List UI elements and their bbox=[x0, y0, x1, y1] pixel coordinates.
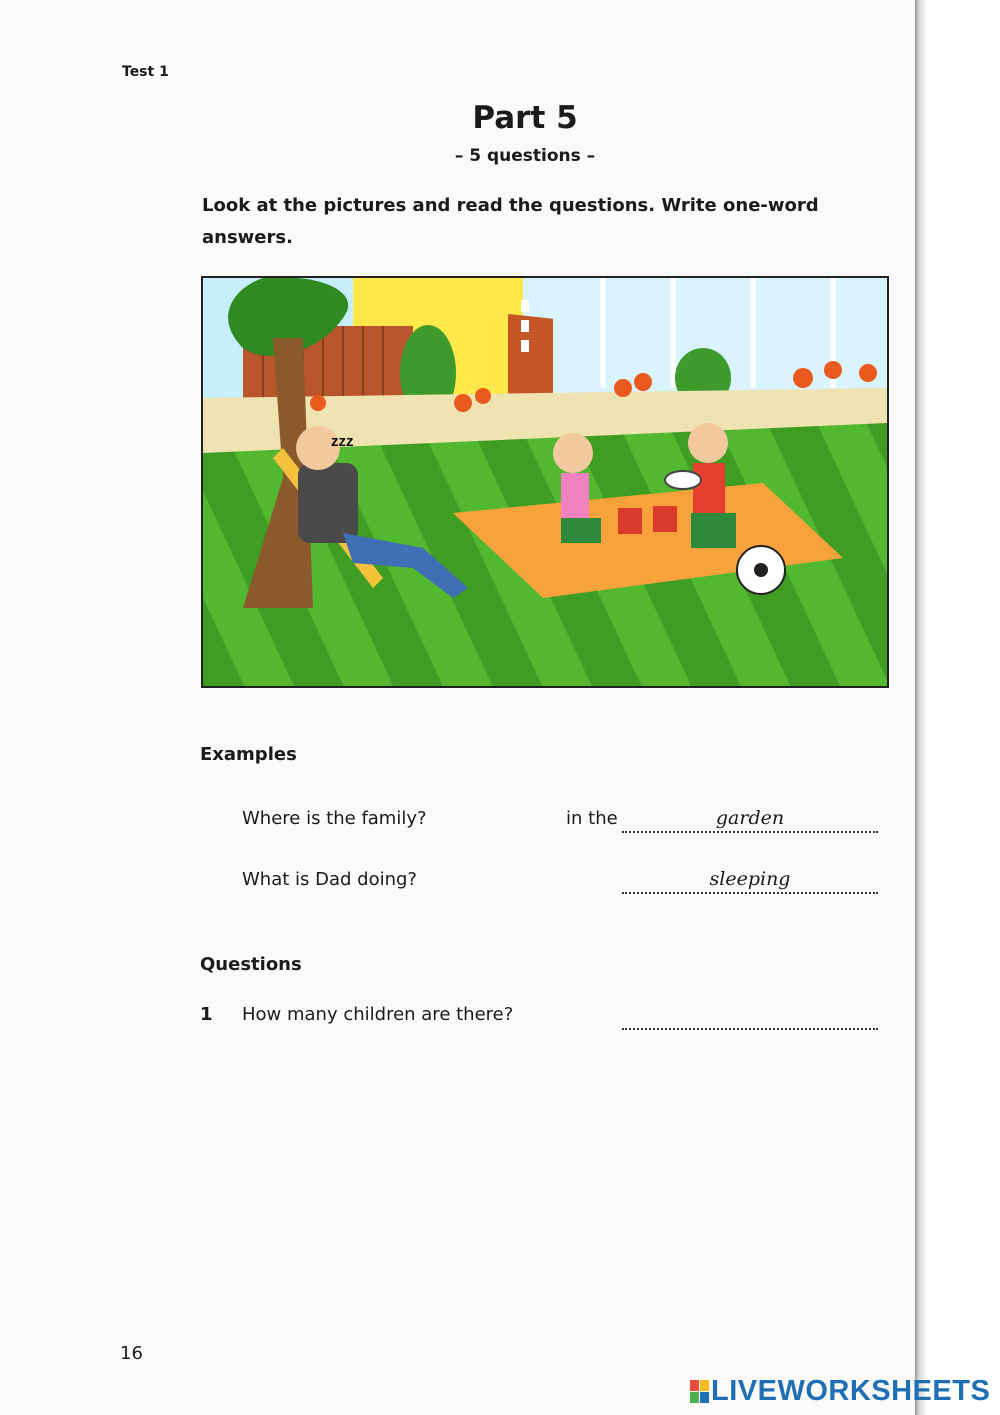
part-title: Part 5 bbox=[472, 100, 578, 136]
example-answer-line-1 bbox=[622, 809, 878, 833]
part-subtitle: – 5 questions – bbox=[454, 146, 596, 166]
brand-logo[interactable] bbox=[690, 1376, 990, 1406]
page-edge-shadow bbox=[915, 0, 1000, 1415]
answer-field-1[interactable] bbox=[622, 1006, 878, 1030]
test-label: Test 1 bbox=[122, 64, 169, 80]
question-1: How many children are there? bbox=[242, 1004, 514, 1025]
page-number: 16 bbox=[120, 1343, 143, 1364]
liveworksheets-logo-icon bbox=[690, 1380, 708, 1402]
brand-name: LIVEWORKSHEETS bbox=[711, 1374, 991, 1407]
sleep-text: zzz bbox=[331, 433, 354, 450]
example-question-1: Where is the family? bbox=[242, 808, 427, 829]
instructions: Look at the pictures and read the questions. Write one-word answers. bbox=[202, 195, 819, 248]
examples-heading: Examples bbox=[200, 744, 297, 765]
example-question-2: What is Dad doing? bbox=[242, 869, 417, 890]
garden-scene-illustration bbox=[201, 276, 889, 688]
example-answer-line-2 bbox=[622, 870, 878, 894]
example-answer-1: garden bbox=[715, 807, 785, 829]
question-number-1: 1 bbox=[200, 1004, 213, 1025]
example-answer-prefix-1: in the bbox=[566, 808, 618, 829]
questions-heading: Questions bbox=[200, 954, 302, 975]
example-answer-2: sleeping bbox=[709, 868, 791, 890]
